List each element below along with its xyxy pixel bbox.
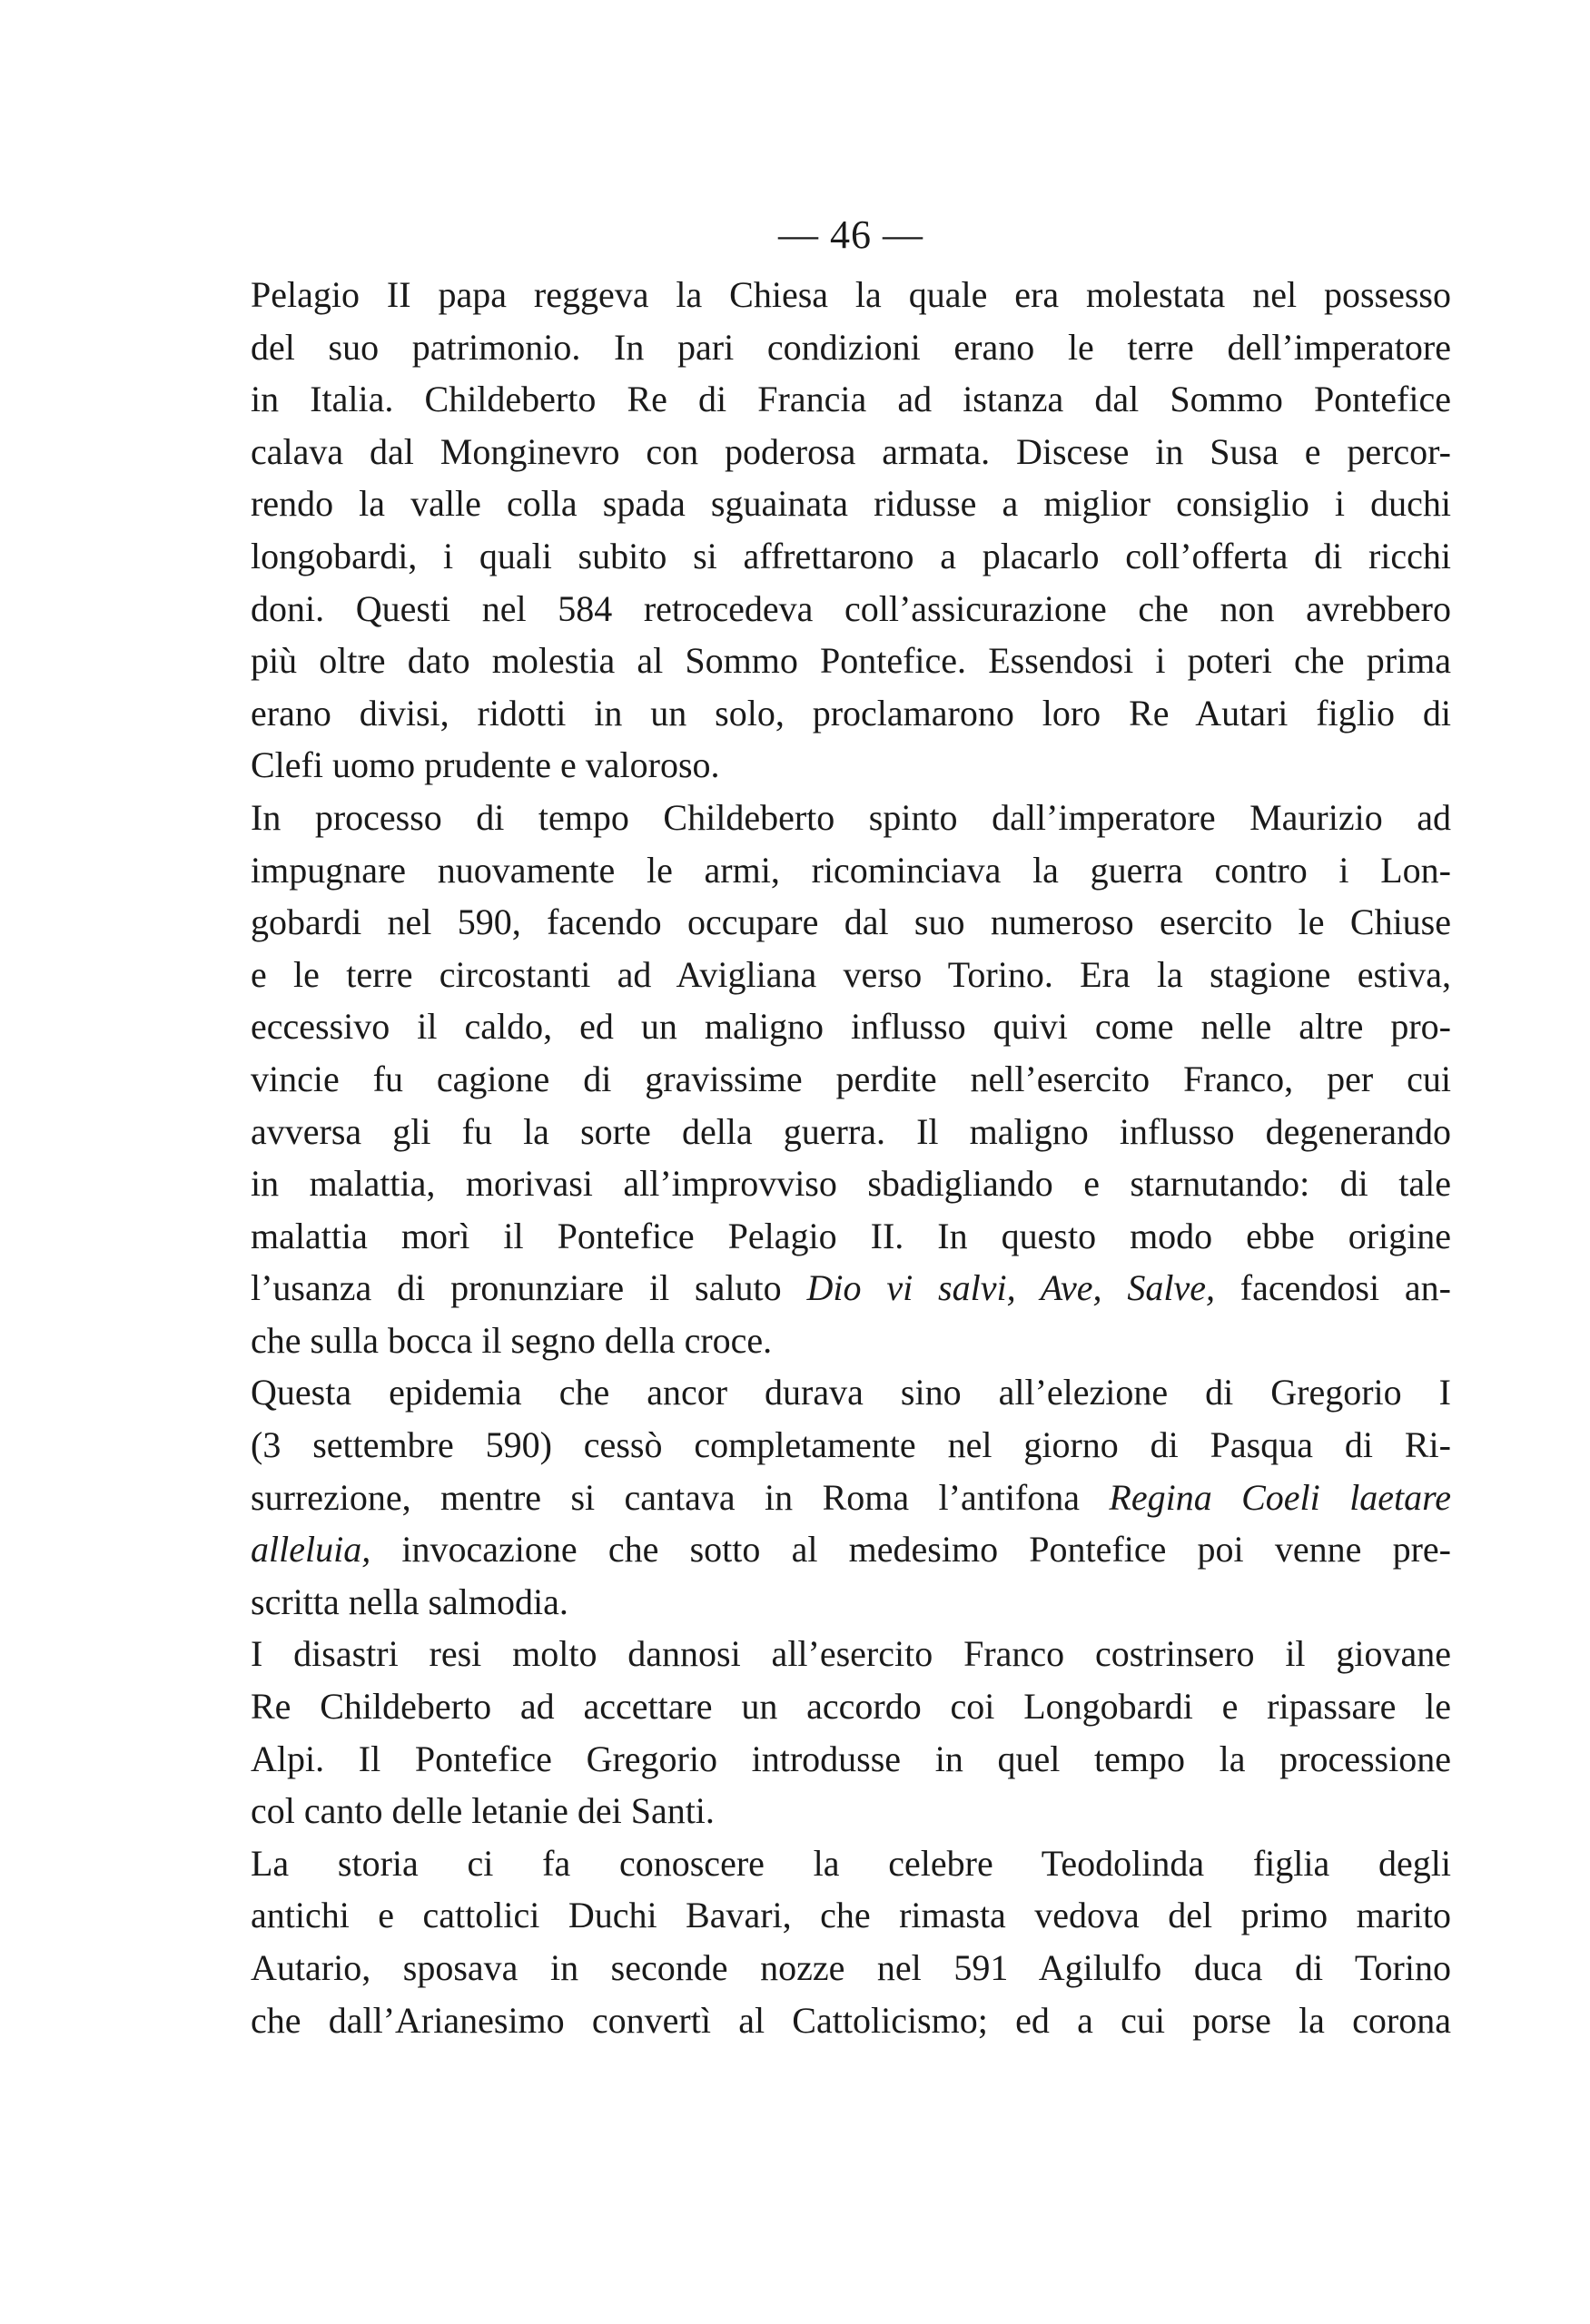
text-line: avversa gli fu la sorte della guerra. Il maligno influsso degenerando bbox=[251, 1110, 1451, 1152]
text-line: malattia morì il Pontefice Pelagio II. In questo modo ebbe origine bbox=[251, 1215, 1451, 1256]
paragraph-1 bbox=[251, 269, 1451, 792]
text-line: Autario, sposava in seconde nozze nel 591 Agilulfo duca di Torino bbox=[251, 1947, 1451, 1988]
text-segment: l’usanza di pronunziare il saluto bbox=[251, 1267, 807, 1309]
text-line: in Italia. Childeberto Re di Francia ad istanza dal Sommo Pontefice bbox=[251, 379, 1451, 420]
text-line: Alpi. Il Pontefice Gregorio introdusse in quel tempo la processione bbox=[251, 1738, 1451, 1779]
text-line: La storia ci fa conoscere la celebre Teodolinda figlia degli bbox=[251, 1842, 1451, 1884]
text-line: Clefi uomo prudente e valoroso. bbox=[251, 744, 720, 786]
text-line: scritta nella salmodia. bbox=[251, 1581, 568, 1622]
text-line: più oltre dato molestia al Sommo Pontefice. Essendosi i poteri che prima bbox=[251, 640, 1451, 682]
text-line: I disastri resi molto dannosi all’esercito Franco costrinsero il giovane bbox=[251, 1633, 1451, 1675]
text-line: erano divisi, ridotti in un solo, proclamarono loro Re Autari figlio di bbox=[251, 692, 1451, 734]
text-line bbox=[251, 1262, 1451, 1315]
text-line: in malattia, morivasi all’improvviso sbadigliando e starnutando: di tale bbox=[251, 1163, 1451, 1205]
text-line: In processo di tempo Childeberto spinto dall’imperatore Maurizio ad bbox=[251, 796, 1451, 838]
text-line: impugnare nuovamente le armi, ricominciava la guerra contro i Lon- bbox=[251, 849, 1451, 891]
italic-phrase: alleluia, bbox=[251, 1529, 371, 1571]
italic-phrase: Dio vi salvi, Ave, Salve, bbox=[806, 1267, 1215, 1309]
paragraph-4 bbox=[251, 1628, 1451, 1837]
text-line: Questa epidemia che ancor durava sino all’elezione di Gregorio I bbox=[251, 1372, 1451, 1413]
text-line: vincie fu cagione di gravissime perdite nell’esercito Franco, per cui bbox=[251, 1058, 1451, 1099]
text-line bbox=[251, 1523, 1451, 1576]
text-line: che dall’Arianesimo convertì al Cattolicismo; ed a cui porse la corona bbox=[251, 1999, 1451, 2041]
text-segment: invocazione che sotto al medesimo Pontefice poi venne pre- bbox=[370, 1529, 1451, 1571]
text-line: antichi e cattolici Duchi Bavari, che rimasta vedova del primo marito bbox=[251, 1895, 1451, 1936]
italic-phrase: Regina Coeli laetare bbox=[1109, 1476, 1451, 1518]
text-line: Re Childeberto ad accettare un accordo coi Longobardi e ripassare le bbox=[251, 1686, 1451, 1728]
paragraph-3 bbox=[251, 1366, 1451, 1628]
text-line: longobardi, i quali subito si affrettarono a placarlo coll’offerta di ricchi bbox=[251, 535, 1451, 576]
text-line: gobardi nel 590, facendo occupare dal suo numeroso esercito le Chiuse bbox=[251, 901, 1451, 943]
text-segment: facendosi an- bbox=[1214, 1267, 1451, 1309]
paragraph-5 bbox=[251, 1837, 1451, 2046]
text-line: rendo la valle colla spada sguainata ridusse a miglior consiglio i duchi bbox=[251, 483, 1451, 525]
text-line: calava dal Monginevro con poderosa armata. Discese in Susa e percor- bbox=[251, 430, 1451, 472]
book-page bbox=[251, 209, 1451, 2233]
text-line: e le terre circostanti ad Avigliana verso Torino. Era la stagione estiva, bbox=[251, 953, 1451, 995]
paragraph-2 bbox=[251, 792, 1451, 1367]
text-line: (3 settembre 590) cessò completamente nel giorno di Pasqua di Ri- bbox=[251, 1424, 1451, 1466]
text-line: che sulla bocca il segno della croce. bbox=[251, 1319, 773, 1361]
text-line bbox=[251, 1472, 1451, 1524]
text-line: del suo patrimonio. In pari condizioni erano le terre dell’imperatore bbox=[251, 326, 1451, 368]
text-line: eccessivo il caldo, ed un maligno influsso quivi come nelle altre pro- bbox=[251, 1006, 1451, 1048]
text-line: col canto delle letanie dei Santi. bbox=[251, 1790, 715, 1832]
page-number: — 46 — bbox=[778, 212, 923, 257]
text-line: Pelagio II papa reggeva la Chiesa la quale era molestata nel possesso bbox=[251, 274, 1451, 315]
text-line: doni. Questi nel 584 retrocedeva coll’assicurazione che non avrebbero bbox=[251, 587, 1451, 629]
text-segment: surrezione, mentre si cantava in Roma l’antifona bbox=[251, 1476, 1110, 1518]
